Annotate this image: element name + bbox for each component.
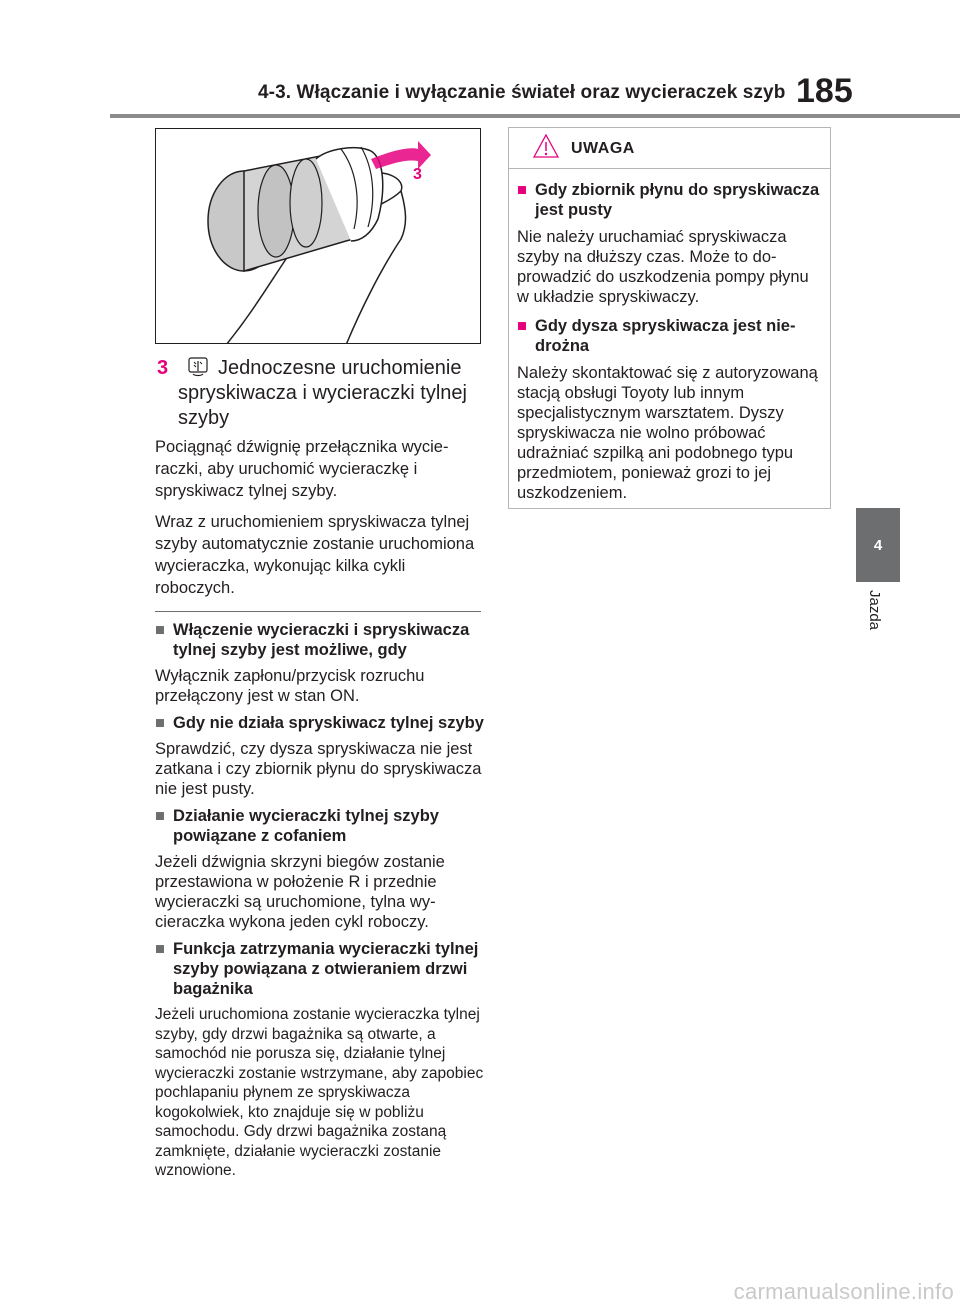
pull-arrow bbox=[371, 141, 431, 169]
page-number: 185 bbox=[796, 72, 853, 110]
caution-body bbox=[509, 168, 830, 503]
section-title: 4-3. Włączanie i wyłączanie świateł oraz wycieraczek szyb bbox=[258, 82, 786, 103]
note-text: Sprawdzić, czy dysza spryskiwacza nie jest zatkana i czy zbiornik płynu do spryskiwacza nie jest pusty. bbox=[155, 740, 482, 798]
bullet-square-icon: ■ bbox=[155, 940, 165, 958]
chapter-number: 4 bbox=[873, 536, 883, 554]
bullet-square-icon: ■ bbox=[155, 714, 165, 732]
bullet-square-icon: ■ bbox=[517, 317, 527, 335]
intro-block bbox=[155, 436, 485, 599]
note-text: Jeżeli dźwignia skrzyni biegów zostanie przestawiona w położenie R i przednie wycieraczki są uruchomione, tylna wycieraczka wykona jeden cykl roboczy. bbox=[155, 853, 445, 931]
caution-text: Nie należy uruchamiać spryskiwacza szyby na dłuższy czas. Może to doprowadzić do uszkodzenia pompy płynu w układzie spryskiwaczy. bbox=[517, 228, 809, 306]
note-heading: ■ Gdy nie działa spryskiwacz tylnej szyby bbox=[155, 714, 484, 732]
bullet-square-icon: ■ bbox=[155, 807, 165, 825]
note-heading: ■ Włączenie wycieraczki i spryskiwacza tylnej szyby jest możliwe, gdy bbox=[155, 621, 470, 659]
figure-callout: 3 bbox=[413, 166, 422, 183]
intro-paragraph: Pociągnąć dźwignię przełącznika wycieraczki, aby uruchomić wycieraczkę i spryskiwacz tylnej szyby. bbox=[155, 438, 449, 500]
intro-paragraph: Wraz z uruchomieniem spryskiwacza tylnej szyby automatycznie zostanie uruchomiona wycieraczka, wykonując kilka cykli roboczych. bbox=[155, 513, 475, 597]
notes-block bbox=[155, 620, 485, 1181]
caution-title: UWAGA bbox=[571, 140, 635, 157]
warning-triangle-icon bbox=[533, 133, 559, 164]
step-number: 3 bbox=[157, 357, 169, 379]
chapter-tab[interactable] bbox=[856, 508, 900, 582]
bullet-square-icon: ■ bbox=[155, 621, 165, 639]
note-heading: ■ Działanie wycieraczki tylnej szyby powiązane z cofaniem bbox=[155, 807, 439, 845]
rear-washer-icon bbox=[185, 356, 211, 387]
wiper-lever-illustration bbox=[155, 128, 481, 344]
step-title: Jednoczesne uruchomienie spryskiwacza i wycieraczki tylnej szyby bbox=[178, 357, 467, 429]
divider bbox=[155, 611, 481, 612]
watermark: carmanualsonline.info bbox=[733, 1279, 954, 1304]
caution-header bbox=[509, 128, 830, 169]
header-rule bbox=[110, 114, 960, 118]
chapter-label: Jazda bbox=[866, 590, 883, 631]
lever-ring bbox=[258, 165, 294, 257]
caution-heading: ■ Gdy zbiornik płynu do spryskiwacza jest pusty bbox=[517, 181, 820, 219]
caution-text: Należy skontaktować się z autoryzowaną stacją obsługi Toyoty lub innym specjalistycznym warsztatem. Dyszy spryskiwacza nie wolno próbować udrażniać szpilką ani podobnego typu przedmiotem, ponieważ grozi to jej uszkodzeniem. bbox=[517, 364, 818, 502]
caution-box bbox=[508, 127, 831, 509]
note-text: Jeżeli uruchomiona zostanie wycieraczka tylnej szyby, gdy drzwi bagażnika są otwarte, a samochód nie porusza się, działanie tylnej wycieraczki zostanie wstrzymane, aby zapobiec pochlapaniu płynem ze spryskiwacza kogokolwiek, kto znajduje się w pobliżu samochodu. Gdy drzwi bagażnika zostaną zamknięte, działanie wycieraczki zostanie wznowione. bbox=[155, 1006, 484, 1179]
step-heading bbox=[155, 356, 485, 431]
lever-ring-2 bbox=[290, 159, 322, 247]
caution-heading: ■ Gdy dysza spryskiwacza jest niedrożna bbox=[517, 317, 796, 355]
bullet-square-icon: ■ bbox=[517, 181, 527, 199]
note-heading: ■ Funkcja zatrzymania wycieraczki tylnej szyby powiązana z otwieraniem drzwi bagażnika bbox=[155, 940, 479, 998]
note-text: Wyłącznik zapłonu/przycisk rozruchu przełączony jest w stan ON. bbox=[155, 667, 425, 705]
